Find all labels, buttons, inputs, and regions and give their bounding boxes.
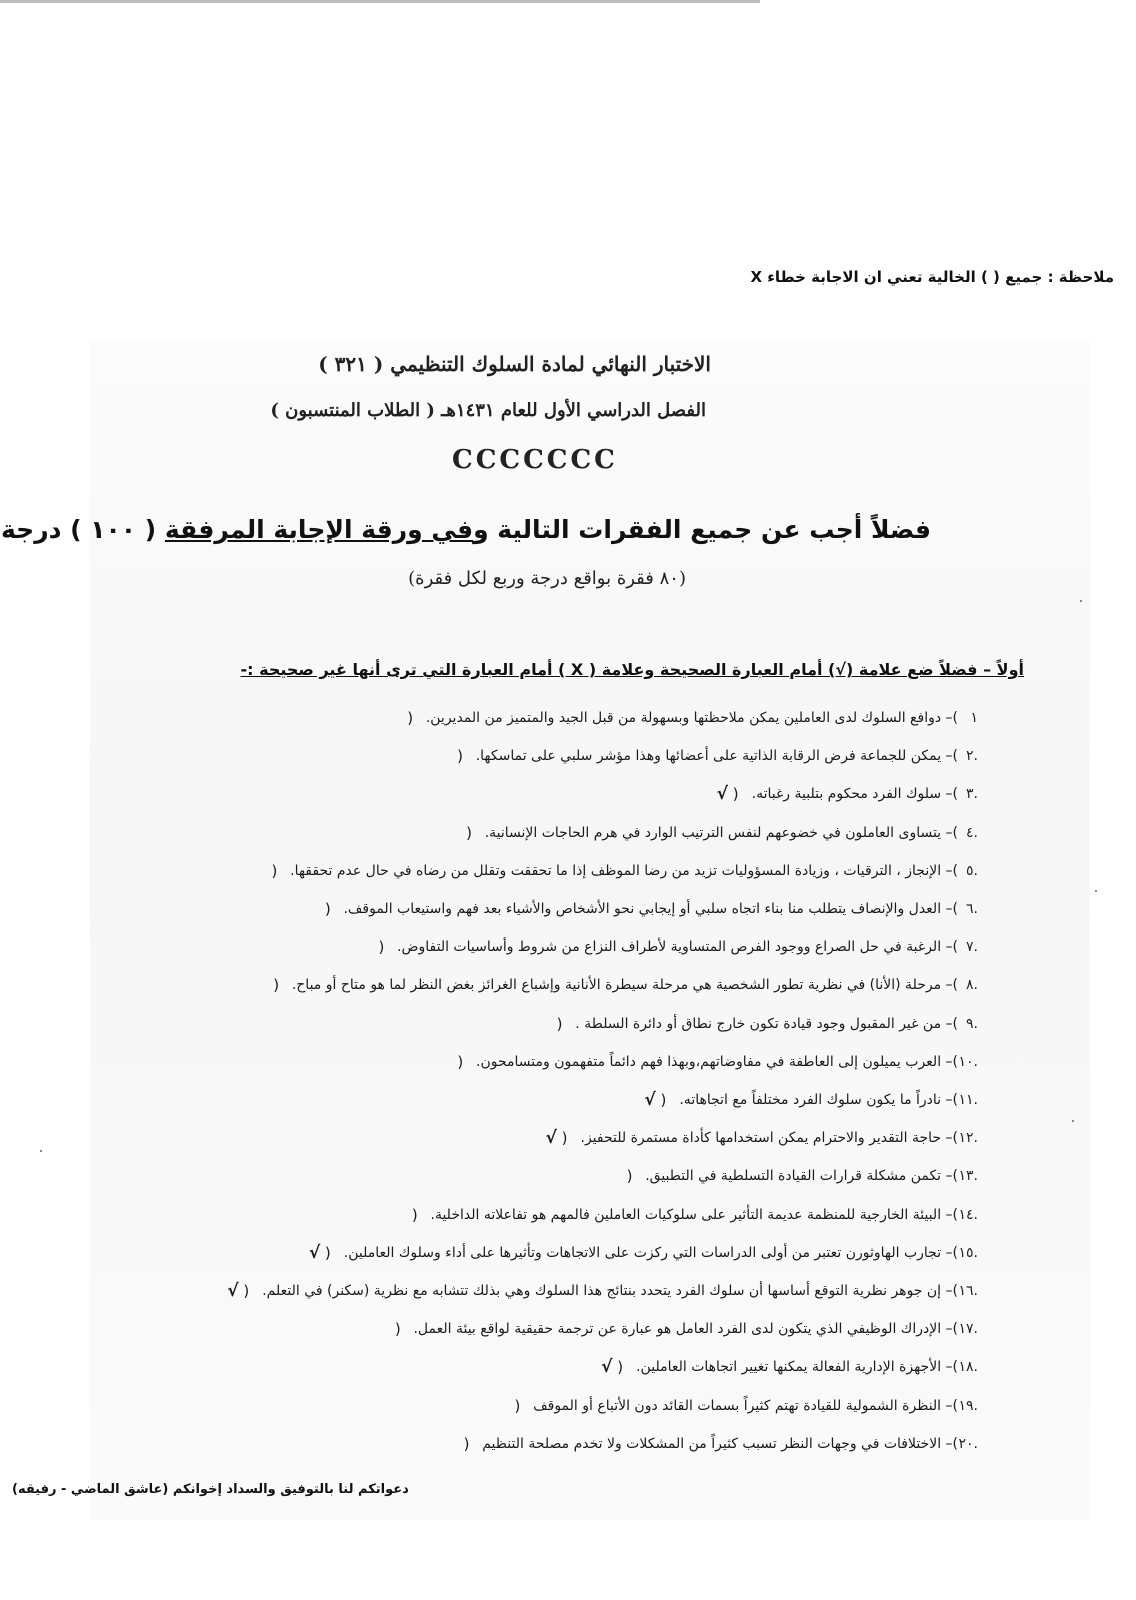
check-mark: [257, 975, 269, 995]
question-number: ١٨.: [958, 1359, 978, 1375]
question-text: )– العدل والإنصاف يتطلب منا بناء اتجاه سلبي أو إيجابي نحو الأشخاص والأشياء بعد فهم واستيعاب الموقف.: [343, 901, 958, 917]
check-mark: √: [227, 1281, 239, 1301]
question-text: )– الإدراك الوظيفي الذي يتكون لدى الفرد العامل هو عبارة عن ترجمة حقيقية لواقع بيئة العمل.: [413, 1321, 958, 1337]
question-row: [302, 1243, 958, 1263]
question-row: [533, 1014, 958, 1034]
check-mark: [498, 1396, 510, 1416]
question-number: ١٠.: [958, 1054, 978, 1070]
question-number: ١٢.: [958, 1130, 978, 1146]
answer-box: ( √: [227, 1281, 250, 1301]
answer-box: (: [371, 1319, 407, 1339]
answer-note: ملاحظة : جميع ( ) الخالية تعني ان الاجابة خطاء X: [750, 268, 1114, 286]
answer-box: (: [491, 1396, 527, 1416]
answer-box: ( √: [308, 1243, 331, 1263]
question-row: [603, 1166, 958, 1186]
check-mark: √: [716, 784, 728, 804]
answer-box: (: [434, 1052, 470, 1072]
check-mark: √: [644, 1090, 656, 1110]
section-title: أولاً – فضلاً ضع علامة (√) أمام العبارة الصحيحة وعلامة ( X ) أمام العبارة التي ترى أنها غير صحيحة :-: [240, 660, 1024, 679]
question-row: [637, 1090, 958, 1110]
question-number: ٩.: [966, 1016, 978, 1032]
question-number: ٨.: [966, 977, 978, 993]
scan-speck: [1072, 1120, 1074, 1122]
exam-semester: الفصل الدراسي الأول للعام ١٤٣١هـ ( الطلاب المنتسبون ): [270, 400, 706, 421]
check-mark: [449, 823, 461, 843]
check-mark: [610, 1166, 622, 1186]
check-mark: √: [545, 1128, 557, 1148]
question-text: )– حاجة التقدير والاحترام يمكن استخدامها كأداة مستمرة للتحفيز.: [580, 1130, 958, 1146]
scan-speck: [1080, 600, 1082, 602]
check-mark: [395, 1205, 407, 1225]
question-row: [491, 1396, 958, 1416]
check-mark: [447, 1434, 459, 1454]
exam-title: الاختبار النهائي لمادة السلوك التنظيمي ( ٣٢١ ): [318, 352, 711, 376]
answer-box: (: [248, 861, 284, 881]
question-text: )– نادراً ما يكون سلوك الفرد مختلفاً مع اتجاهاته.: [679, 1092, 958, 1108]
question-number: ٦.: [966, 901, 978, 917]
exam-code: CCCCCCC: [452, 445, 618, 475]
answer-box: ( √: [545, 1128, 568, 1148]
check-mark: [540, 1014, 552, 1034]
instruction-part1: فضلاً أجب عن جميع الفقرات التالية و: [473, 515, 931, 544]
check-mark: [362, 937, 374, 957]
answer-box: (: [384, 708, 420, 728]
question-row: [389, 1205, 959, 1225]
answer-box: (: [443, 823, 479, 843]
scan-speck: [40, 1150, 42, 1152]
footer-note: دعواتكم لنا بالتوفيق والسداد إخوانكم (عاشق الماضي - رفيقه): [12, 1482, 409, 1497]
check-mark: [378, 1319, 390, 1339]
question-number: ٧.: [966, 939, 978, 955]
question-text: )– سلوك الفرد محكوم بتلبية رغباته.: [751, 786, 958, 802]
question-text: )– تجارب الهاوثورن تعتبر من أولى الدراسات التي ركزت على الاتجاهات وتأثيرها على أداء وسلوك العاملين.: [343, 1245, 958, 1261]
answer-box: ( √: [644, 1090, 667, 1110]
question-row: [384, 708, 958, 728]
answer-box: ( √: [716, 784, 739, 804]
question-row: [220, 1281, 958, 1301]
question-number: ١٥.: [958, 1245, 978, 1261]
instruction-marks: ( ١٠٠ ) درجة: [1, 515, 157, 544]
question-row: [539, 1128, 959, 1148]
question-row: [443, 823, 958, 843]
answer-box: (: [440, 1434, 476, 1454]
question-number: ٢.: [966, 748, 978, 764]
question-number: ١٣.: [958, 1168, 978, 1184]
question-text: )– تكمن مشكلة قرارات القيادة التسلطية في التطبيق.: [645, 1168, 958, 1184]
question-text: )– البيئة الخارجية للمنظمة عديمة التأثير على سلوكيات العاملين فالمهم هو تفاعلاته الداخلية.: [430, 1207, 958, 1223]
question-text: )– من غير المقبول وجود قيادة تكون خارج نطاق أو دائرة السلطة .: [575, 1016, 958, 1032]
question-number: ١١.: [958, 1092, 978, 1108]
question-text: )– الإنجاز ، الترقيات ، وزيادة المسؤوليات تزيد من رضا الموظف إذا ما تحققت وتقلل من رضاه في حال عدم تحققها.: [290, 863, 958, 879]
question-text: )– الرغبة في حل الصراع ووجود الفرص المتساوية لأطراف النزاع من شروط وأساسيات التفاوض.: [397, 939, 958, 955]
question-row: [301, 899, 958, 919]
answer-box: (: [301, 899, 337, 919]
question-number: ١٩.: [958, 1398, 978, 1414]
question-text: )– يمكن للجماعة فرض الرقابة الذاتية على أعضائها وهذا مؤشر سلبي على تماسكها.: [475, 748, 958, 764]
question-number: ٥.: [966, 863, 978, 879]
question-number: ١: [970, 710, 978, 726]
question-row: [710, 784, 958, 804]
answer-box: (: [603, 1166, 639, 1186]
answer-box: ( √: [601, 1357, 624, 1377]
question-row: [248, 861, 958, 881]
question-row: [594, 1357, 958, 1377]
check-mark: [308, 899, 320, 919]
question-number: ١٦.: [958, 1283, 978, 1299]
answer-box: (: [355, 937, 391, 957]
question-row: [371, 1319, 958, 1339]
answer-box: (: [389, 1205, 425, 1225]
question-number: ٢٠.: [958, 1436, 978, 1452]
instruction-part2: في ورقة الإجابة المرفقة: [164, 515, 474, 544]
answer-box: (: [533, 1014, 569, 1034]
question-number: ١٧.: [958, 1321, 978, 1337]
question-row: [355, 937, 958, 957]
answer-box: (: [250, 975, 286, 995]
question-text: )– النظرة الشمولية للقيادة تهتم كثيراً بسمات القائد دون الأتباع أو الموقف: [533, 1398, 958, 1414]
question-row: [434, 746, 958, 766]
question-text: )– مرحلة (الأنا) في نظرية تطور الشخصية هي مرحلة سيطرة الأنانية وإشباع الغرائز بغض النظر لما هو متاح أو مباح.: [291, 977, 958, 993]
question-row: [250, 975, 958, 995]
answer-box: (: [434, 746, 470, 766]
check-mark: [441, 1052, 453, 1072]
check-mark: [440, 746, 452, 766]
question-row: [434, 1052, 958, 1072]
question-number: ٣.: [966, 786, 978, 802]
question-text: )– دوافع السلوك لدى العاملين يمكن ملاحظتها وبسهولة من قبل الجيد والمتميز من المديرين.: [425, 710, 958, 726]
sub-instruction: (٨٠ فقرة بواقع درجة وربع لكل فقرة): [408, 568, 686, 589]
check-mark: [391, 708, 403, 728]
question-text: )– إن جوهر نظرية التوقع أساسها أن سلوك الفرد يتحدد بنتائج هذا السلوك وهي بذلك تتشابه مع نظرية (سكنر) في التعلم.: [262, 1283, 958, 1299]
question-number: ٤.: [966, 825, 978, 841]
question-text: )– الاختلافات في وجهات النظر تسبب كثيراً من المشكلات ولا تخدم مصلحة التنظيم: [482, 1436, 958, 1452]
scan-speck: [1095, 890, 1097, 892]
question-text: )– العرب يميلون إلى العاطفة في مفاوضاتهم،وبهذا فهم دائماً متفهمون ومتسامحون.: [476, 1054, 958, 1070]
question-number: ١٤.: [958, 1207, 978, 1223]
question-text: )– الأجهزة الإدارية الفعالة يمكنها تغيير اتجاهات العاملين.: [636, 1359, 958, 1375]
check-mark: [255, 861, 267, 881]
question-row: [440, 1434, 958, 1454]
question-text: )– يتساوى العاملون في خضوعهم لنفس الترتيب الوارد في هرم الحاجات الإنسانية.: [484, 825, 958, 841]
check-mark: √: [308, 1243, 321, 1263]
check-mark: √: [601, 1357, 613, 1377]
